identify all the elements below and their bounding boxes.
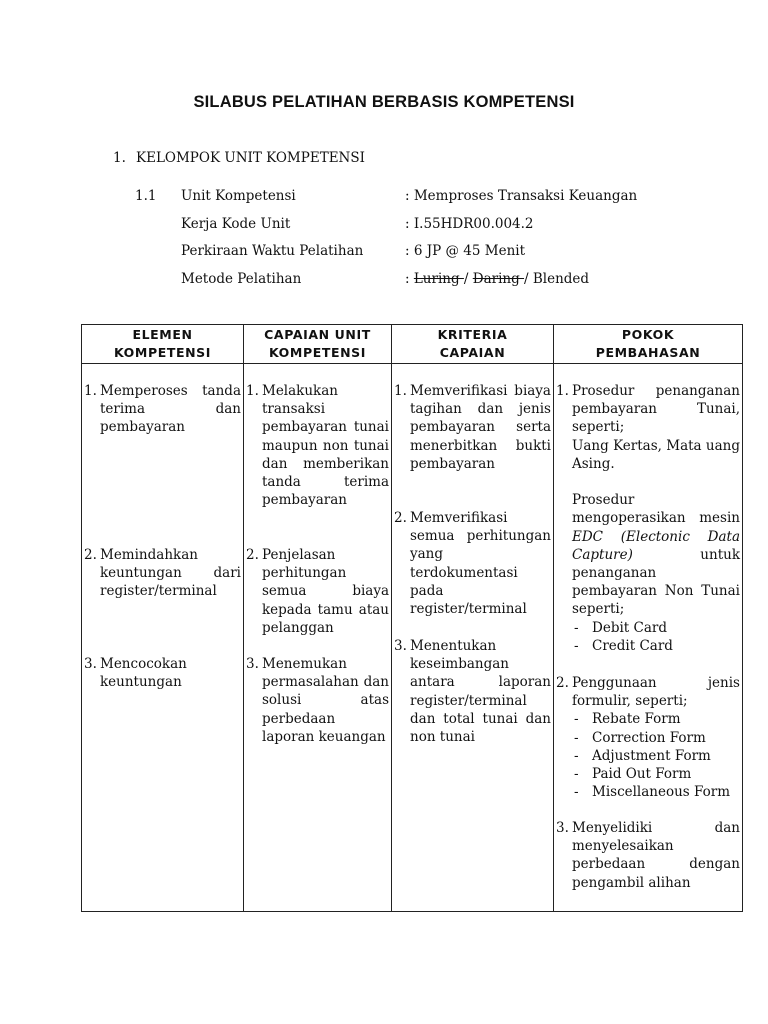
list-item: 1. Memperoses tanda terima dan pembayaran	[84, 383, 241, 436]
sub-item: - Miscellaneous Form	[574, 784, 731, 801]
method-separator: /	[463, 270, 473, 287]
info-value: : I.55HDR00.004.2	[405, 215, 534, 232]
section-number: 1.	[113, 150, 126, 166]
list-item: 1. Memverifikasi biaya tagihan dan jenis pembayaran serta menerbitkan bukti pembayaran	[394, 383, 551, 472]
sub-item: - Rebate Form	[574, 711, 681, 728]
list-item: 3. Menyelidiki dan menyelesaikan perbedaan dengan pengambil alihan	[556, 820, 740, 891]
sub-item: - Paid Out Form	[574, 766, 692, 783]
list-item: 3. Menentukan keseimbangan antara laporan register/terminal dan total tunai dan non tunai	[394, 638, 551, 746]
sub-item: - Correction Form	[574, 729, 706, 746]
info-label: Perkiraan Waktu Pelatihan	[181, 243, 364, 259]
table-header-row	[82, 325, 743, 364]
method-prefix: :	[405, 270, 414, 287]
list-item: 2. Penjelasan perhitungan semua biaya kepada tamu atau pelanggan	[246, 547, 389, 636]
header-capaian: CAPAIAN UNIT KOMPETENSI	[244, 325, 392, 364]
document-title: SILABUS PELATIHAN BERBASIS KOMPETENSI	[193, 93, 575, 111]
list-item: 2. Memindahkan keuntungan dari register/terminal	[84, 547, 241, 600]
sub-item: - Adjustment Form	[574, 747, 711, 764]
elemen-cell	[82, 364, 244, 912]
info-label: Metode Pelatihan	[181, 270, 302, 287]
method-luring-struck: Luring	[413, 270, 464, 287]
sub-item: - Credit Card	[574, 637, 673, 654]
syllabus-table	[81, 324, 743, 912]
info-number: 1.1	[135, 188, 157, 204]
pokok-cell	[554, 364, 743, 912]
list-item: 3. Mencocokan keuntungan	[84, 656, 187, 691]
list-item: 1. Prosedur penanganan pembayaran Tunai, seperti; Uang Kertas, Mata uang Asing. Prosedur mengoperasikan mesin EDC (Electonic Data Capture) untuk penanganan pembayaran Non Tunai seperti; - Debit Card - Credit Card	[556, 383, 740, 654]
header-elemen: ELEMEN KOMPETENSI	[82, 325, 244, 364]
info-label: Unit Kompetensi	[181, 188, 296, 204]
method-value	[405, 271, 589, 287]
sub-item: - Debit Card	[574, 619, 667, 636]
list-item: 1. Melakukan transaksi pembayaran tunai maupun non tunai dan memberikan tanda terima pembayaran	[246, 383, 389, 509]
capaian-cell	[244, 364, 392, 912]
method-blended: / Blended	[524, 270, 590, 287]
header-kriteria: KRITERIA CAPAIAN	[392, 325, 554, 364]
info-value: : 6 JP @ 45 Menit	[405, 243, 526, 259]
list-item: 3. Menemukan permasalahan dan solusi atas perbedaan laporan keuangan	[246, 656, 389, 745]
kriteria-cell	[392, 364, 554, 912]
info-value: : Memproses Transaksi Keuangan	[405, 188, 638, 204]
table-row	[82, 364, 743, 912]
section-heading	[113, 150, 365, 166]
info-label: Kerja Kode Unit	[181, 215, 291, 232]
header-pokok: POKOK PEMBAHASAN	[554, 325, 743, 364]
section-title: KELOMPOK UNIT KOMPETENSI	[136, 150, 365, 166]
method-daring-struck: Daring	[472, 270, 525, 287]
list-item: 2. Penggunaan jenis formulir, seperti; - Rebate Form - Correction Form - Adjustment Form - Paid Out Form - Miscellaneous Form	[556, 675, 740, 801]
list-item: 2. Memverifikasi semua perhitungan yang terdokumentasi pada register/terminal	[394, 510, 551, 618]
